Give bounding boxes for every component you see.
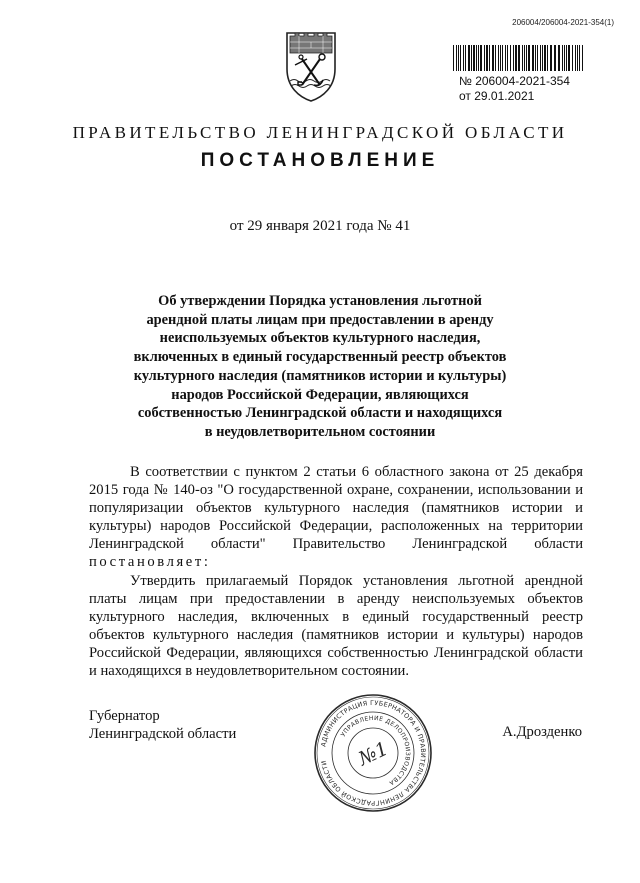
government-title: ПРАВИТЕЛЬСТВО ЛЕНИНГРАДСКОЙ ОБЛАСТИ <box>72 123 568 142</box>
seal-inner-text: УПРАВЛЕНИЕ ДЕЛОПРОИЗВОДСТВА <box>339 714 412 787</box>
preamble-paragraph <box>89 463 583 572</box>
subject-line: культурного наследия (памятников истории и культуры) <box>133 367 507 384</box>
subject-line: арендной платы лицам при предоставлении в аренду <box>146 311 494 328</box>
coat-of-arms-icon <box>281 23 341 103</box>
subject-line: в неудовлетворительном состоянии <box>204 423 436 440</box>
signatory-name: А.Дрозденко <box>502 724 582 740</box>
decree-subject <box>120 292 520 442</box>
seal-center-number: №1 <box>355 737 392 771</box>
subject-line: неиспользуемых объектов культурного наследия, <box>159 330 481 347</box>
resolves-word: постановляет: <box>89 554 211 571</box>
subject-line: собственностью Ленинградской области и находящихся <box>137 405 503 422</box>
registration-number: № 206004-2021-354 <box>459 74 570 88</box>
decree-type-title: ПОСТАНОВЛЕНИЕ <box>200 150 440 171</box>
document-reference-code: 206004/206004-2021-354(1) <box>512 18 614 27</box>
registration-date: от 29.01.2021 <box>459 89 535 103</box>
subject-line: Об утверждении Порядка установления льготной <box>158 293 482 309</box>
subject-line: включенных в единый государственный реестр объектов <box>133 349 507 366</box>
position-line: Губернатор <box>89 708 160 724</box>
official-seal-icon <box>313 693 433 813</box>
barcode-icon <box>453 45 585 71</box>
operative-paragraph: Утвердить прилагаемый Порядок установления льготной арендной платы лицам при предоставлении в аренду неиспользуемых объектов культурного наследия, включенных в единый государственный реестр объектов культурного наследия (памятников истории и культуры) народов Российской Федерации, являющихся собственностью Ленинградской области и находящихся в неудовлетворительном состоянии. <box>89 572 583 680</box>
position-line: Ленинградской области <box>89 726 237 742</box>
decree-body <box>89 463 583 680</box>
signatory-position <box>89 707 236 743</box>
decree-date-number: от 29 января 2021 года № 41 <box>229 218 411 234</box>
preamble-text: В соответствии с пунктом 2 статьи 6 областного закона от 25 декабря 2015 года № 140-оз "О государственной охране, сохранении, использовании и популяризации объектов культурного наследия (памятников истории и культуры) народов Российской Федерации, расположенных на территории Ленинградской области" Правительство Ленинградской области <box>89 464 583 553</box>
seal-ring-text: АДМИНИСТРАЦИЯ ГУБЕРНАТОРА И ПРАВИТЕЛЬСТВА ЛЕНИНГРАДСКОЙ ОБЛАСТИ <box>319 698 428 808</box>
subject-line: народов Российской Федерации, являющихся <box>171 386 469 403</box>
